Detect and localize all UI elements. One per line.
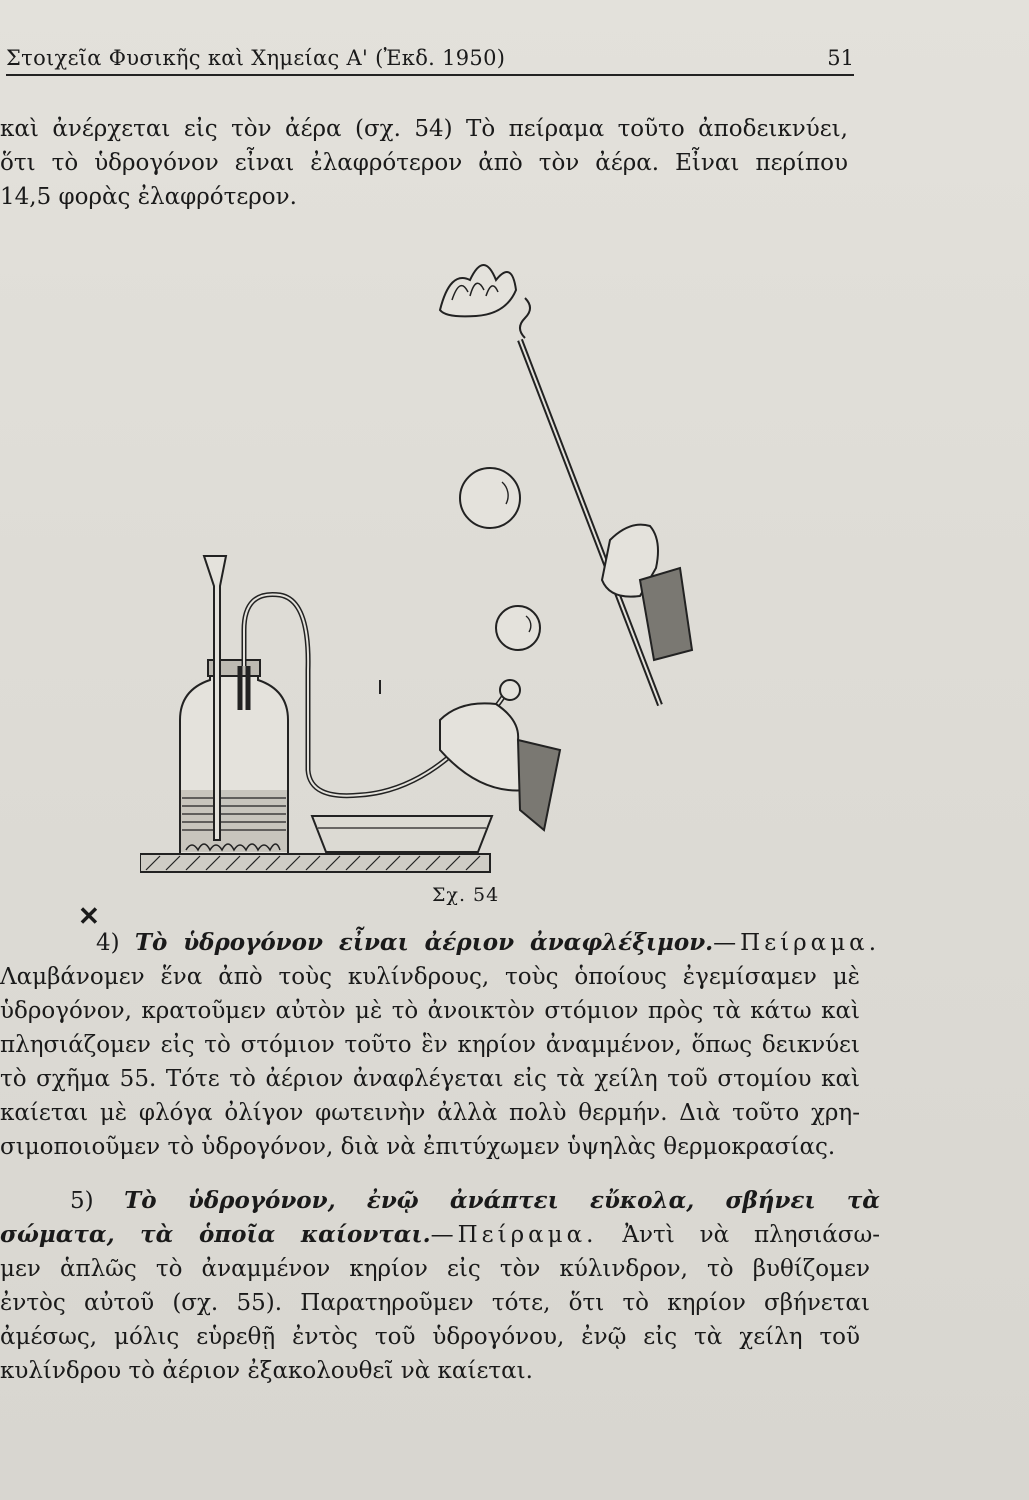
margin-mark: ✕ — [78, 902, 100, 932]
text-line: Λαμβάνομεν ἕνα ἀπὸ τοὺς κυλίνδρους, τοὺς ὁποίους ἐγεμίσαμεν μὲ — [0, 964, 860, 990]
text-line: ὅτι τὸ ὑδρογόνον εἶναι ἐλαφρότερον ἀπὸ τὸν ἀέρα. Εἶναι περίπου — [0, 150, 848, 176]
text-line: ἀμέσως, μόλις εὑρεθῇ ἐντὸς τοῦ ὑδρογόνου, ἐνῷ εἰς τὰ χείλη τοῦ — [0, 1324, 860, 1350]
acid-liquid — [181, 790, 287, 852]
text-line: ἐντὸς αὐτοῦ (σχ. 55). Παρατηροῦμεν τότε, ὅτι τὸ κηρίον σβήνεται — [0, 1290, 870, 1316]
text-line: μεν ἁπλῶς τὸ ἀναμμένον κηρίον εἰς τὸν κύλινδρον, τὸ βυθίζομεν — [0, 1256, 870, 1282]
running-title: Στοιχεῖα Φυσικῆς καὶ Χημείας Α' (Ἐκδ. 1950) — [6, 46, 506, 70]
text-line: καίεται μὲ φλόγα ὀλίγον φωτεινὴν ἀλλὰ πολὺ θερμήν. Διὰ τοῦτο χρη- — [0, 1100, 860, 1126]
text-line: πλησιάζομεν εἰς τὸ στόμιον τοῦτο ἓν κηρίον ἀναμμένον, ὅπως δεικνύει — [0, 1032, 860, 1058]
intro-paragraph — [0, 112, 860, 214]
pipe-bowl — [500, 680, 520, 700]
flame — [440, 265, 516, 316]
section-heading-line — [0, 1184, 880, 1218]
text-line: καὶ ἀνέρχεται εἰς τὸν ἀέρα (σχ. 54) Τὸ πείραμα τοῦτο ἀποδεικνύει, — [0, 116, 848, 142]
running-header — [6, 44, 854, 76]
soap-dish — [312, 816, 492, 852]
soap-bubble-small — [496, 606, 540, 650]
experiment-label: —Πείραμα. — [713, 930, 881, 956]
section-5 — [0, 1184, 880, 1388]
section-heading: Τὸ ὑδρογόνον εἶναι ἀέριον ἀναφλέξιμον. — [134, 929, 714, 956]
text-line: κυλίνδρου τὸ ἀέριον ἐξακολουθεῖ νὰ καίεται. — [0, 1358, 533, 1384]
figure-54-illustration — [140, 250, 860, 910]
section-heading-line — [0, 1218, 880, 1252]
text-line: τὸ σχῆμα 55. Τότε τὸ ἀέριον ἀναφλέγεται εἰς τὰ χείλη τοῦ στομίου καὶ — [0, 1066, 860, 1092]
page-number: 51 — [827, 46, 854, 70]
soap-bubble-large — [460, 468, 520, 528]
section-number: 4) — [96, 930, 120, 956]
text-line: σιμοποιοῦμεν τὸ ὑδρογόνον, διὰ νὰ ἐπιτύχωμεν ὑψηλὰς θερμοκρασίας. — [0, 1134, 836, 1160]
section-number: 5) — [70, 1188, 94, 1214]
section-4 — [0, 926, 880, 1164]
section-heading-continued: σώματα, τὰ ὁποῖα καίονται. — [0, 1221, 431, 1248]
text-line: Ἀντὶ νὰ πλησιάσω- — [622, 1222, 881, 1248]
experiment-label: —Πείραμα. — [430, 1222, 598, 1248]
section-heading: Τὸ ὑδρογόνον, ἐνῷ ἀνάπτει εὔκολα, σβήνει τὰ — [124, 1187, 881, 1214]
text-line: ὑδρογόνον, κρατοῦμεν αὐτὸν μὲ τὸ ἀνοικτὸν στόμιον πρὸς τὰ κάτω καὶ — [0, 998, 860, 1024]
section-heading-line — [0, 926, 880, 960]
figure-caption: Σχ. 54 — [432, 884, 500, 906]
text-line: 14,5 φορὰς ἐλαφρότερον. — [0, 184, 297, 210]
